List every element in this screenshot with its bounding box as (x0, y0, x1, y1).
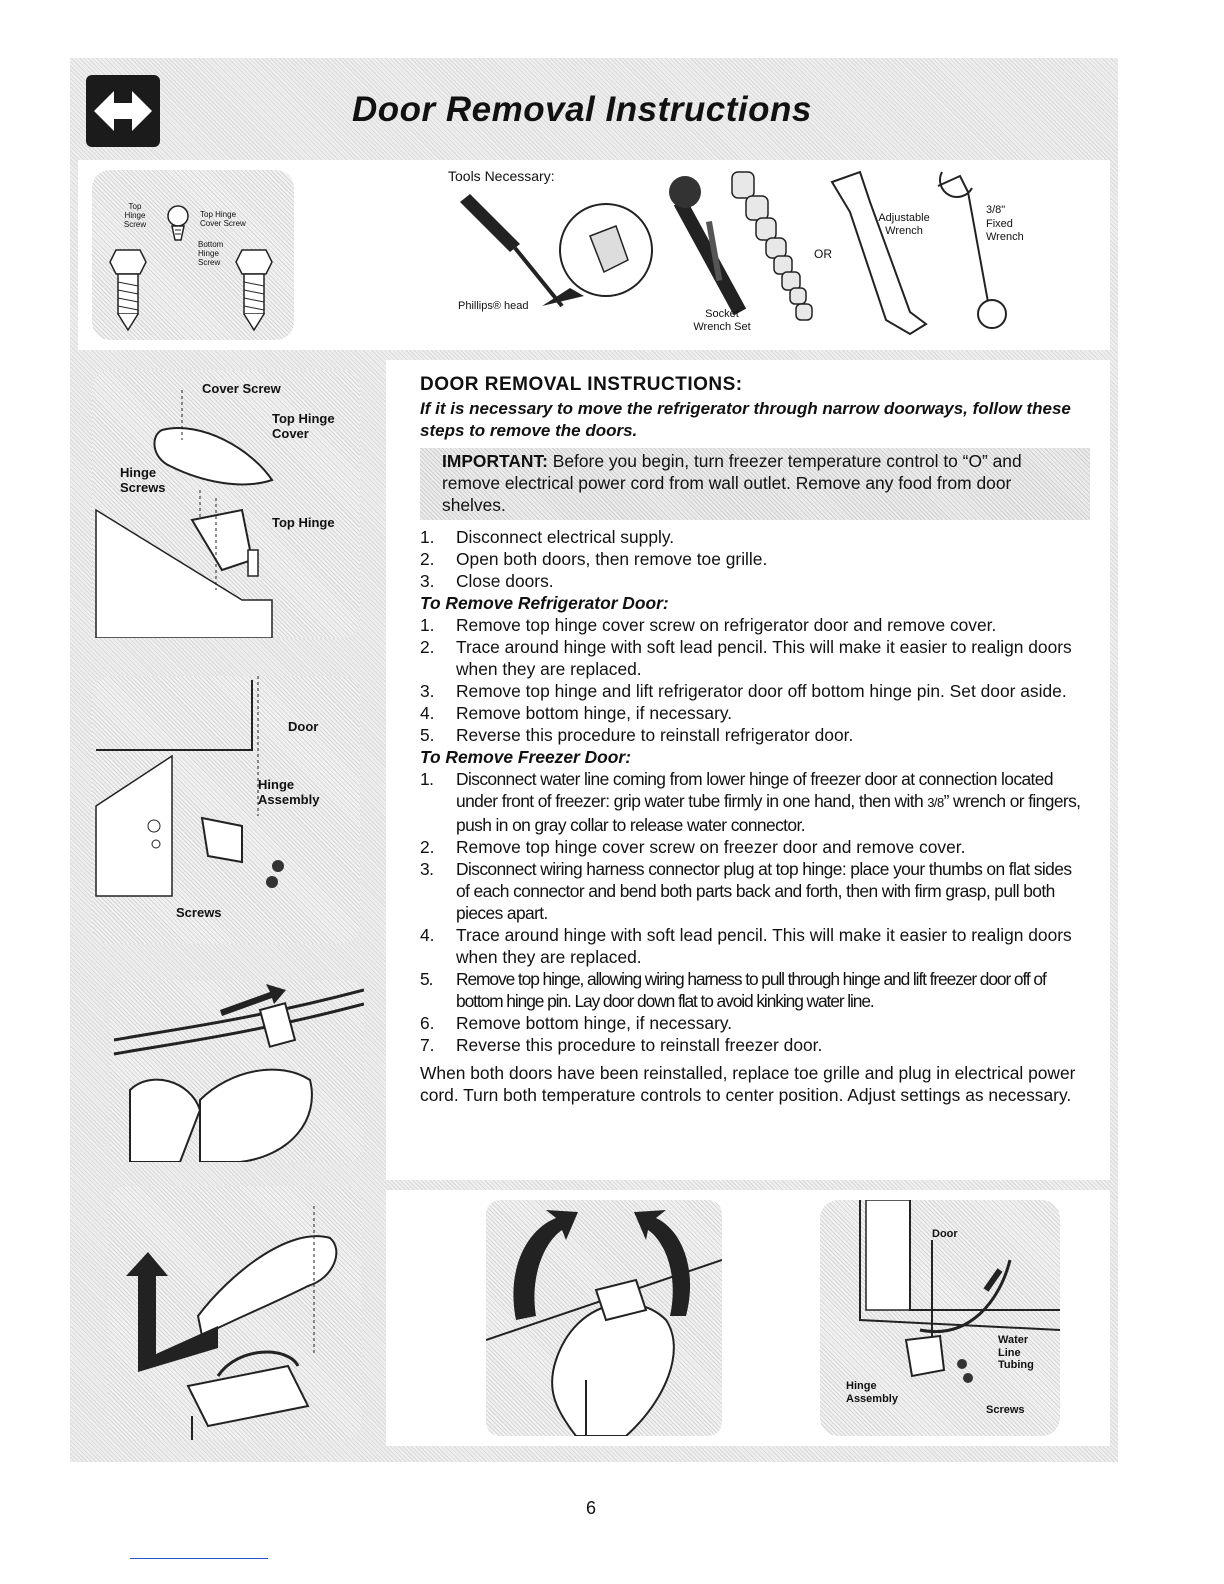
tools-label: Tools Necessary: (448, 168, 555, 184)
list-item: 1. Disconnect electrical supply. (420, 527, 675, 547)
door-label: Door (932, 1228, 958, 1240)
water-line-diagram (110, 980, 364, 1162)
list-item: 3. Close doors. (420, 571, 554, 591)
list-item: 4. Remove bottom hinge, if necessary. (420, 703, 733, 723)
footer-line (130, 1558, 268, 1559)
double-arrow-icon (86, 75, 160, 147)
page-number: 6 (586, 1498, 597, 1518)
instructions-text (420, 374, 1088, 1106)
list-item: 2. Remove top hinge cover screw on freezer door and remove cover. (420, 837, 966, 857)
socket-label: Socket Wrench Set (693, 308, 751, 333)
list-item: 5. Remove top hinge, allowing wiring harness to pull through hinge and lift freezer door off of bottom hinge pin. Lay door down flat to avoid kinking water line. (420, 969, 1046, 1011)
top-hinge-label: Top Hinge (272, 515, 335, 530)
list-item: 1. Remove top hinge cover screw on refrigerator door and remove cover. (420, 615, 997, 635)
page-title: Door Removal Instructions (352, 90, 812, 129)
fixed-size-label: 3/8" (986, 204, 1006, 216)
fridge-heading: To Remove Refrigerator Door: (420, 593, 669, 613)
adjustable-label: Adjustable Wrench (878, 212, 930, 237)
top-hinge-cover-screw-label: Top Hinge Cover Screw (200, 210, 246, 229)
important-text: Before you begin, turn freezer temperature control to “O” and remove electrical power cord from wall outlet. Remove any food from door shelves. (442, 451, 1022, 515)
instructions-intro: If it is necessary to move the refrigerator through narrow doorways, follow these steps to remove the doors. (420, 399, 1071, 440)
general-steps (420, 526, 1088, 592)
cover-screw-label: Cover Screw (202, 381, 281, 396)
screws-diagram (92, 170, 294, 340)
freezer-heading: To Remove Freezer Door: (420, 747, 631, 767)
list-item: 5. Reverse this procedure to reinstall refrigerator door. (420, 725, 854, 745)
important-notice (420, 448, 1090, 520)
disconnect-harness-diagram (486, 1200, 722, 1436)
list-item: 2. Trace around hinge with soft lead pencil. This will make it easier to realign doors when they are replaced. (420, 637, 1072, 679)
fixed-label: Fixed Wrench (986, 218, 1024, 243)
list-item: 3. Disconnect wiring harness connector plug at top hinge: place your thumbs on flat sides of each connector and bend both parts back and forth, then with firm grasp, pull both pieces apart. (420, 859, 1072, 923)
hinge-screws-label: Hinge Screws (120, 465, 166, 495)
instructions-heading: DOOR REMOVAL INSTRUCTIONS: (420, 374, 743, 395)
bottom-hinge-screw-label: Bottom Hinge Screw (198, 240, 224, 268)
hinge-assembly-label: Hinge Assembly (258, 777, 320, 807)
final-note: When both doors have been reinstalled, replace toe grille and plug in electrical power cord. Turn both temperature controls to center position. Adjust settings as necessary. (420, 1063, 1076, 1105)
bottom-hinge-diagram (92, 676, 360, 944)
water-line-tubing-label: Water Line Tubing (998, 1334, 1034, 1372)
top-hinge-screw-label: Top Hinge Screw (123, 202, 147, 230)
list-item: 6. Remove bottom hinge, if necessary. (420, 1013, 733, 1033)
top-hinge-cover-label: Top Hinge Cover (272, 411, 335, 441)
fridge-steps (420, 614, 1088, 746)
list-item: 1. Disconnect water line coming from lower hinge of freezer door at connection located under front of freezer: grip water tube firmly in one hand, then with 3/8” wrench or fingers, push in on gray collar to release water connector. (420, 769, 1081, 835)
list-item: 3. Remove top hinge and lift refrigerator door off bottom hinge pin. Set door aside. (420, 681, 1067, 701)
freezer-hinge-diagram (820, 1200, 1060, 1436)
lift-door-diagram (108, 1186, 362, 1440)
list-item: 2. Open both doors, then remove toe grille. (420, 549, 768, 569)
hinge-assembly-label: Hinge Assembly (846, 1380, 898, 1405)
door-label: Door (288, 719, 319, 734)
list-item: 7. Reverse this procedure to reinstall freezer door. (420, 1035, 823, 1055)
tools-illustration (440, 162, 1080, 342)
important-label: IMPORTANT: (442, 451, 548, 471)
list-item: 4. Trace around hinge with soft lead pencil. This will make it easier to realign doors when they are replaced. (420, 925, 1072, 967)
phillips-label: Phillips® head (458, 300, 529, 312)
screws-label: Screws (986, 1404, 1025, 1416)
or-label: OR (814, 247, 832, 261)
top-hinge-diagram (92, 370, 360, 638)
freezer-steps (420, 768, 1088, 1056)
screws-label: Screws (176, 905, 222, 920)
